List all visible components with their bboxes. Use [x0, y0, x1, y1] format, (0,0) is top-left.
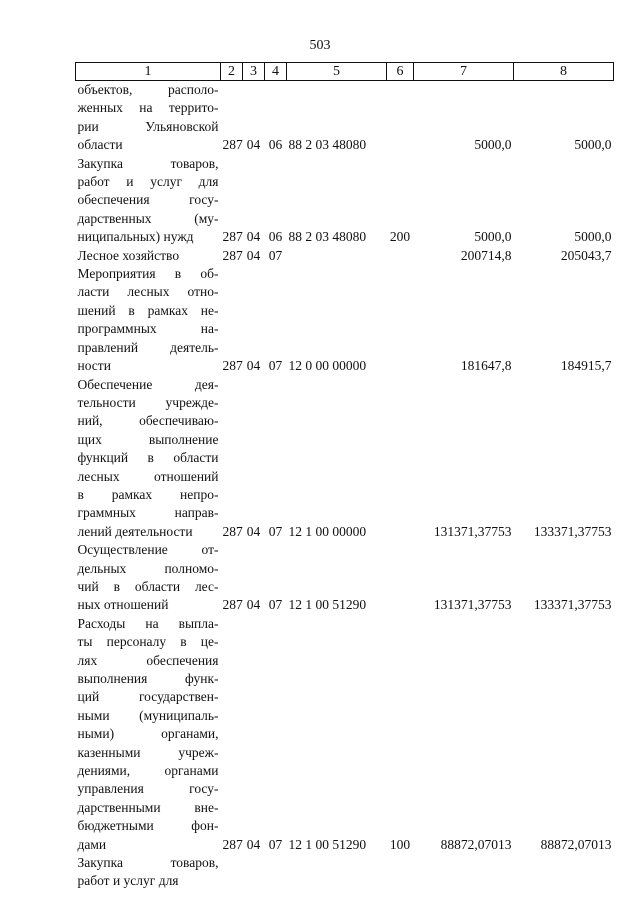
row-name: [76, 541, 221, 615]
row-admin-code: 287: [222, 597, 243, 613]
row-amount-year1: 131371,37753: [433, 523, 512, 539]
row-amount-year2: 133371,37753: [533, 597, 612, 613]
row-name-line: ты персоналу в це-: [77, 634, 219, 650]
row-name-line: шений в рамках не-: [77, 302, 219, 318]
row-amount-year1: 5000,0: [474, 229, 512, 245]
row-name-line: объектов, располо-: [77, 82, 219, 97]
table-row: [76, 155, 614, 247]
row-target-code: [287, 247, 387, 265]
row-subsection-code: 07: [268, 358, 283, 374]
row-subsection-code: 07: [268, 836, 283, 852]
row-name-line: ности: [77, 358, 111, 374]
row-subsection-code: 06: [268, 229, 283, 245]
row-name-line: дениями, органами: [77, 763, 219, 779]
row-section-code: 04: [246, 836, 261, 852]
row-target-code: 12 1 00 51290: [288, 597, 367, 613]
row-expense-type: [387, 81, 414, 155]
row-name-line: функций в области: [77, 450, 219, 466]
row-amount-year1: [414, 854, 514, 891]
row-section-code: 04: [246, 523, 261, 539]
row-subsection-code: 07: [268, 597, 283, 613]
row-name: [76, 265, 221, 375]
table-row: [76, 81, 614, 155]
row-subsection-code: 06: [268, 137, 283, 153]
row-amount-year2: 88872,07013: [540, 836, 612, 852]
row-name-line: программных на-: [77, 321, 219, 337]
budget-table: [75, 62, 614, 891]
row-name-line: ций государствен-: [77, 689, 219, 705]
row-target-code: [287, 854, 387, 891]
table-row: [76, 376, 614, 542]
table-body: [76, 81, 614, 891]
row-amount-year1: 181647,8: [460, 358, 512, 374]
row-admin-code: 287: [222, 137, 243, 153]
row-amount-year2: 5000,0: [574, 229, 612, 245]
row-name: [76, 155, 221, 247]
row-name-line: области: [77, 137, 123, 153]
row-name-line: ными (муниципаль-: [77, 707, 219, 723]
column-header: 6: [387, 63, 414, 81]
column-header: 2: [221, 63, 243, 81]
row-name-line: работ и услуг для: [77, 873, 179, 889]
row-name-line: ний, обеспечиваю-: [77, 413, 219, 429]
row-target-code: 88 2 03 48080: [288, 229, 367, 245]
row-target-code: 12 1 00 51290: [288, 836, 367, 852]
column-header: 3: [243, 63, 265, 81]
row-name-line: Закупка товаров,: [77, 155, 219, 171]
row-admin-code: [221, 854, 243, 891]
row-name: [76, 376, 221, 542]
row-name: [76, 615, 221, 854]
row-expense-type: 200: [389, 229, 411, 245]
row-name-line: Мероприятия в об-: [77, 266, 219, 282]
row-expense-type: [387, 854, 414, 891]
row-name: [76, 81, 221, 155]
header-row: [76, 63, 614, 81]
row-target-code: 88 2 03 48080: [288, 137, 367, 153]
column-header: 4: [265, 63, 287, 81]
row-name-line: Лесное хозяйство: [77, 247, 180, 263]
row-section-code: 04: [246, 247, 261, 263]
table-row: [76, 854, 614, 891]
row-name-line: бюджетными фон-: [77, 818, 219, 834]
row-name-line: ласти лесных отно-: [77, 284, 219, 300]
row-name-line: в рамках непро-: [77, 486, 219, 502]
row-amount-year1: 131371,37753: [433, 597, 512, 613]
row-name-line: казенными учреж-: [77, 744, 219, 760]
table-row: [76, 541, 614, 615]
row-amount-year1: 200714,8: [460, 247, 512, 263]
row-admin-code: 287: [222, 358, 243, 374]
page-number: 503: [309, 38, 331, 53]
row-admin-code: 287: [222, 229, 243, 245]
row-name-line: Закупка товаров,: [77, 855, 219, 871]
row-name-line: работ и услуг для: [77, 174, 219, 190]
row-expense-type: 100: [389, 836, 411, 852]
row-name-line: дами: [77, 836, 107, 852]
row-name-line: управления госу-: [77, 781, 219, 797]
row-expense-type: [387, 541, 414, 615]
row-name-line: дарственных (му-: [77, 210, 219, 226]
row-name-line: щих выполнение: [77, 431, 219, 447]
row-name: [76, 247, 221, 265]
row-name-line: лях обеспечения: [77, 652, 219, 668]
row-name-line: ниципальных) нужд: [77, 229, 194, 245]
column-header: 8: [514, 63, 614, 81]
row-name-line: дельных полномо-: [77, 560, 219, 576]
row-name-line: Обеспечение дея-: [77, 376, 219, 392]
row-expense-type: [387, 376, 414, 542]
row-subsection-code: 07: [268, 247, 283, 263]
row-name-line: ных отношений: [77, 597, 169, 613]
column-header: 7: [414, 63, 514, 81]
row-expense-type: [387, 247, 414, 265]
row-amount-year1: 88872,07013: [440, 836, 512, 852]
table-row: [76, 247, 614, 265]
row-name-line: лений деятельности: [77, 523, 193, 539]
row-name-line: ными) органами,: [77, 726, 219, 742]
row-name-line: Осуществление от-: [77, 542, 219, 558]
row-admin-code: 287: [222, 523, 243, 539]
column-header: 1: [76, 63, 221, 81]
row-admin-code: 287: [222, 247, 243, 263]
row-amount-year2: 133371,37753: [533, 523, 612, 539]
row-section-code: 04: [246, 229, 261, 245]
row-name-line: Расходы на выпла-: [77, 615, 219, 631]
row-target-code: 12 0 00 00000: [288, 358, 367, 374]
row-name: [76, 854, 221, 891]
row-expense-type: [387, 265, 414, 375]
row-amount-year2: [514, 854, 614, 891]
row-name-line: граммных направ-: [77, 505, 219, 521]
row-name-line: обеспечения госу-: [77, 192, 219, 208]
row-section-code: 04: [246, 597, 261, 613]
row-section-code: 04: [246, 137, 261, 153]
row-amount-year1: 5000,0: [474, 137, 512, 153]
table-row: [76, 265, 614, 375]
row-amount-year2: 184915,7: [560, 358, 612, 374]
column-header: 5: [287, 63, 387, 81]
row-amount-year2: 205043,7: [560, 247, 612, 263]
row-name-line: правлений деятель-: [77, 339, 219, 355]
row-target-code: 12 1 00 00000: [288, 523, 367, 539]
row-name-line: женных на террито-: [77, 100, 219, 116]
row-section-code: 04: [246, 358, 261, 374]
row-name-line: лесных отношений: [77, 468, 219, 484]
row-subsection-code: 07: [268, 523, 283, 539]
row-name-line: дарственными вне-: [77, 799, 219, 815]
row-name-line: рии Ульяновской: [77, 118, 219, 134]
row-name-line: чий в области лес-: [77, 578, 219, 594]
row-name-line: тельности учрежде-: [77, 394, 219, 410]
row-subsection-code: [265, 854, 287, 891]
row-section-code: [243, 854, 265, 891]
row-name-line: выполнения функ-: [77, 671, 219, 686]
row-amount-year2: 5000,0: [574, 137, 612, 153]
table-row: [76, 615, 614, 854]
row-admin-code: 287: [222, 836, 243, 852]
